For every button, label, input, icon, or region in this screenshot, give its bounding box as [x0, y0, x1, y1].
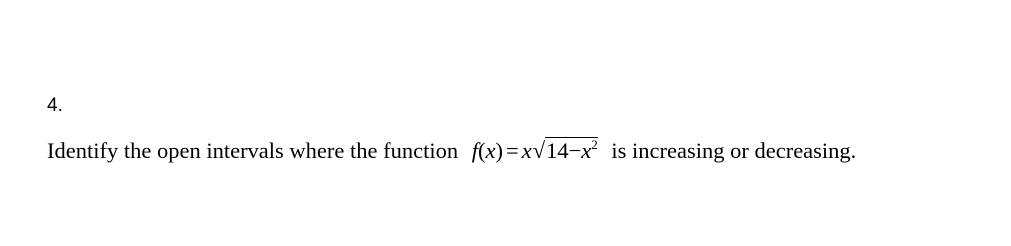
statement-text-before: Identify the open intervals where the function [47, 138, 459, 163]
radicand-minus: − [568, 138, 582, 163]
problem-number: 4. [47, 95, 63, 116]
statement-text-after: is increasing or decreasing. [611, 138, 857, 163]
formula-paren-close: ) [495, 138, 503, 163]
formula-function-name: f [471, 138, 478, 163]
radicand-constant: 14 [546, 138, 569, 163]
formula-variable: x [485, 138, 496, 163]
problem-statement [47, 137, 856, 163]
radicand-exponent: 2 [591, 137, 598, 152]
formula-radicand [545, 137, 598, 163]
formula-equals: = [506, 138, 519, 163]
square-root-icon: √ [532, 138, 546, 163]
formula-coefficient: x [521, 138, 532, 163]
function-formula [472, 137, 598, 163]
radicand-variable: x [581, 138, 592, 163]
formula-paren-open: ( [478, 138, 486, 163]
